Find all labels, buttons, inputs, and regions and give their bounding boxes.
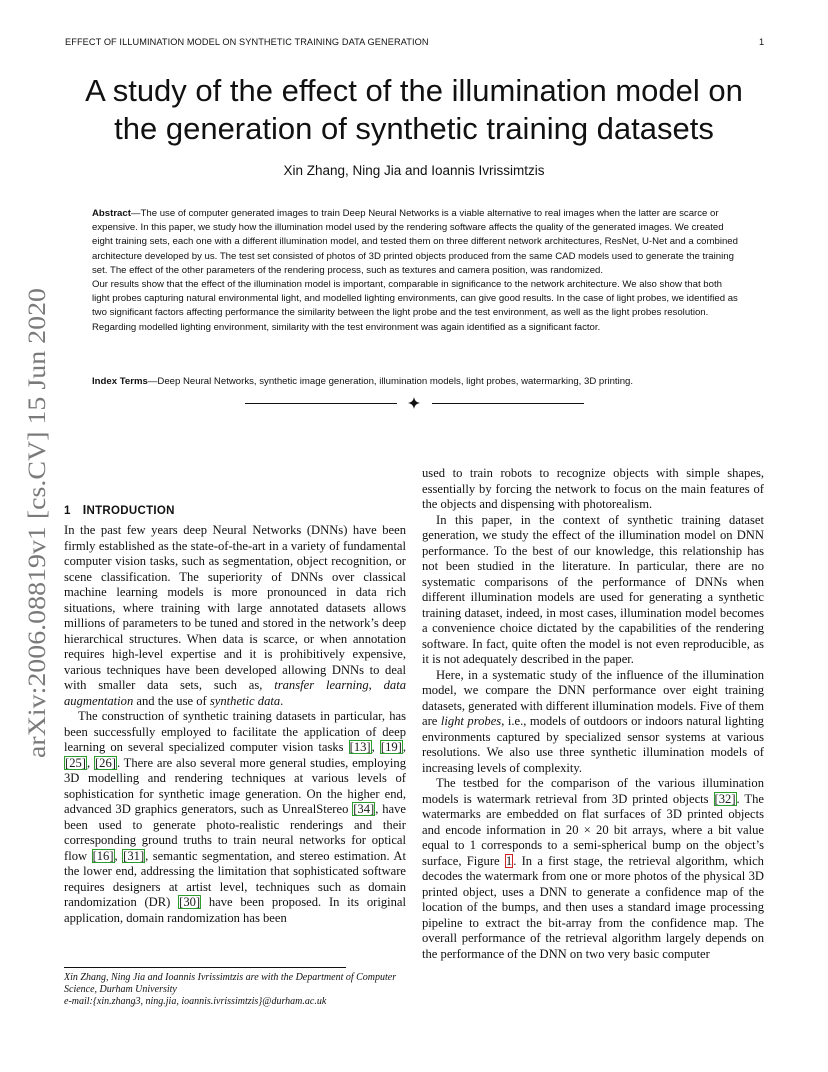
title-line-1: A study of the effect of the illumination model on bbox=[85, 73, 743, 108]
running-head: EFFECT OF ILLUMINATION MODEL ON SYNTHETIC TRAINING DATA GENERATION bbox=[65, 37, 429, 47]
text-run: . In a first stage, the retrieval algorithm, which decodes the watermark from one or more photos of the physical 3D printed object, uses a DNN to generate a confidence map of the location of the bumps, and then uses a standard image processing pipeline to extract the bit-array from the confidence map. The overall performance of the retrieval algorithm largely depends on the performance of the DNN on two very basic computer bbox=[422, 853, 764, 961]
intro-paragraph-1 bbox=[64, 523, 406, 709]
text-run: Here, in a systematic study of the influence of the illumination model, we compare the DNN performance over eight training datasets, generated with different illumination models. Five of them are bbox=[422, 667, 764, 728]
citation-link[interactable]: [31] bbox=[123, 848, 145, 863]
abstract-paragraph-1 bbox=[92, 207, 738, 278]
abstract-text-1: —The use of computer generated images to train Deep Neural Networks is a viable alternative to real images when the latter are scarce or expensive. In this paper, we study how the illumination model used by the rendering software affects the quality of the generated images. We created eight training sets, each one with a different illumination model, and tested them on three different network architectures, ResNet, U-Net and a combined architecture developed by us. The test set consisted of photos of 3D printed objects produced from the same CAD models used to generate the training set. The effect of the other parameters of the rendering process, such as textures and camera position, was randomized. bbox=[92, 208, 738, 276]
text-run: The testbed for the comparison of the various illumination models is watermark retrieval from 3D printed objects bbox=[422, 776, 764, 806]
right-column bbox=[422, 466, 764, 962]
intro-paragraph-2: The construction of synthetic training datasets in particular, has been successfully employed to facilitate the application of deep learning on several specialized computer vision tasks [13], [19], [25], [26]. There are also several more general studies, employing 3D modelling and rendering techniques at various levels of sophistication for synthetic image generation. On the higher end, advanced 3D graphics generators, such as UnrealStereo [34], have been used to generate photo-realistic renderings and their corresponding ground truths to train neural networks for optical flow [16], [31], semantic segmentation, and stereo estimation. At the lower end, addressing the limitation that sophisticated software requires designers at artist level, techniques such as domain randomization (DR) [30] have been proposed. In its original application, domain randomization has been bbox=[64, 709, 407, 925]
arxiv-stamp-text: arXiv:2006.08819v1 [cs.CV] 15 Jun 2020 bbox=[24, 337, 51, 758]
section-title-rest: NTRODUCTION bbox=[86, 505, 175, 517]
text-run: , have been used to generate photo-realistic renderings and their corresponding ground truths to train neural networks for optical flow bbox=[64, 802, 406, 863]
footnote-affiliation: Xin Zhang, Ning Jia and Ioannis Ivrissimtzis are with the Department of Computer Science, Durham University bbox=[64, 972, 397, 995]
citation-link[interactable]: [30] bbox=[179, 895, 201, 909]
citation-link[interactable]: [32] bbox=[714, 791, 736, 806]
text-run: , semantic segmentation, and stereo estimation. At the lower end, addressing the limitation that sophisticated software requires designers at artist level, techniques such as domain randomization (DR) bbox=[64, 848, 406, 909]
abstract-label: Abstract bbox=[92, 208, 131, 219]
author-footnote bbox=[64, 972, 409, 1008]
text-run: . The watermarks are embedded on flat surfaces of 3D printed objects and encode information in 20 × 20 bit arrays, where a bit value equal to 1 corresponds to a semi-spherical bump on the object’s surface, Figure bbox=[422, 791, 764, 868]
text-run: In the past few years deep Neural Networks (DNNs) have been firmly established as the state-of-the-art in a variety of fundamental computer vision tasks, such as segmentation, object recognition, or scene classification. The superiority of DNNs over classical machine learning models is more pronounced in data rich situations, where training with large annotated datasets allows millions of parameters to be tuned and stored in the network’s deep hierarchical structures. When data is scarce, or when annotation requires high-level expertise and it is prohibitively expensive, various techniques have been developed allowing DNNs to deal with smaller data sets, such as, bbox=[64, 523, 406, 692]
citation-link[interactable]: [13] bbox=[349, 740, 371, 754]
index-terms-text: —Deep Neural Networks, synthetic image generation, illumination models, light probes, watermarking, 3D printing. bbox=[147, 376, 634, 387]
emphasis-data-augmentation: data augmentation bbox=[64, 678, 406, 708]
text-run: , i.e., models of outdoors or indoors natural lighting environments captured by specialized sensor systems at various resolutions. We also use three synthetic illumination models of increasing levels of complexity. bbox=[422, 714, 764, 775]
title-line-2: the generation of synthetic training datasets bbox=[114, 111, 714, 146]
footnote-rule bbox=[64, 967, 346, 968]
index-terms-label: Index Terms bbox=[92, 376, 148, 387]
section-heading-introduction bbox=[64, 503, 175, 517]
paper-title bbox=[40, 72, 788, 148]
intro-paragraph-3: used to train robots to recognize objects with simple shapes, essentially by forcing the network to focus on the main features of the objects and dispensing with photorealism. bbox=[422, 466, 764, 511]
separator-diamond-icon bbox=[408, 397, 420, 409]
abstract bbox=[92, 207, 738, 335]
intro-paragraph-4: In this paper, in the context of synthetic training dataset generation, we study the effect of the illumination model on DNN performance. To the best of our knowledge, this relationship has not been studied in the literature. In particular, there are no systematic comparisons of the performance of DNNs when different illumination models are used for generating a synthetic training dataset, indeed, in most cases, illumination model becomes a convenience choice dictated by the capabilities of the rendering software. In fact, quite often the model is not even reproducible, as it is not adequately described in the paper. bbox=[422, 512, 764, 666]
separator-line-right bbox=[432, 403, 584, 404]
text-run: . There are also several more general studies, employing 3D modelling and rendering techniques at various levels of sophistication for synthetic image generation. On the higher end, advanced 3D graphics generators, such as UnrealStereo bbox=[64, 755, 406, 816]
text-run: have been proposed. In its original application, domain randomization has been bbox=[64, 895, 406, 925]
footnote-email: e-mail:{xin.zhang3, ning.jia, ioannis.ivrissimtzis}@durham.ac.uk bbox=[64, 996, 327, 1007]
text-run: and the use of bbox=[133, 693, 210, 708]
text-run: . bbox=[280, 693, 284, 708]
citation-link[interactable]: [16] bbox=[92, 848, 114, 863]
emphasis-light-probes: light probes bbox=[440, 714, 502, 728]
separator-line-left bbox=[245, 403, 397, 404]
citation-link[interactable]: [19] bbox=[380, 740, 402, 754]
emphasis-synthetic-data: synthetic data bbox=[209, 693, 281, 708]
text-run: , bbox=[368, 678, 384, 692]
page-number: 1 bbox=[759, 37, 765, 47]
arxiv-stamp bbox=[5, 288, 65, 758]
emphasis-transfer-learning: transfer learning bbox=[274, 678, 369, 692]
section-number: 1 bbox=[64, 505, 71, 517]
section-title-initial: I bbox=[82, 503, 87, 517]
text-run: The construction of synthetic training datasets in particular, has been successfully employed to facilitate the application of deep learning on several specialized computer vision tasks bbox=[64, 709, 406, 754]
left-column bbox=[64, 523, 406, 926]
abstract-paragraph-2: Our results show that the effect of the illumination model is important, comparable in significance to the network architecture. We also show that both light probes capturing natural environmental light, and modelled lighting environments, can give good results. In the case of light probes, we identified as two significant factors affecting performance the similarity between the light probe and the test environment, as well as the light probes resolution. Regarding modelled lighting environment, similarity with the test environment was again identified as a significant factor. bbox=[92, 279, 738, 333]
citation-link[interactable]: [26] bbox=[94, 755, 116, 770]
index-terms bbox=[92, 376, 738, 387]
citation-link[interactable]: [25] bbox=[65, 755, 86, 770]
citation-link[interactable]: [34] bbox=[353, 802, 375, 816]
intro-paragraph-6 bbox=[422, 776, 764, 962]
figure-link[interactable]: 1 bbox=[505, 853, 513, 868]
intro-paragraph-5 bbox=[422, 668, 764, 777]
authors: Xin Zhang, Ning Jia and Ioannis Ivrissimtzis bbox=[283, 163, 545, 178]
